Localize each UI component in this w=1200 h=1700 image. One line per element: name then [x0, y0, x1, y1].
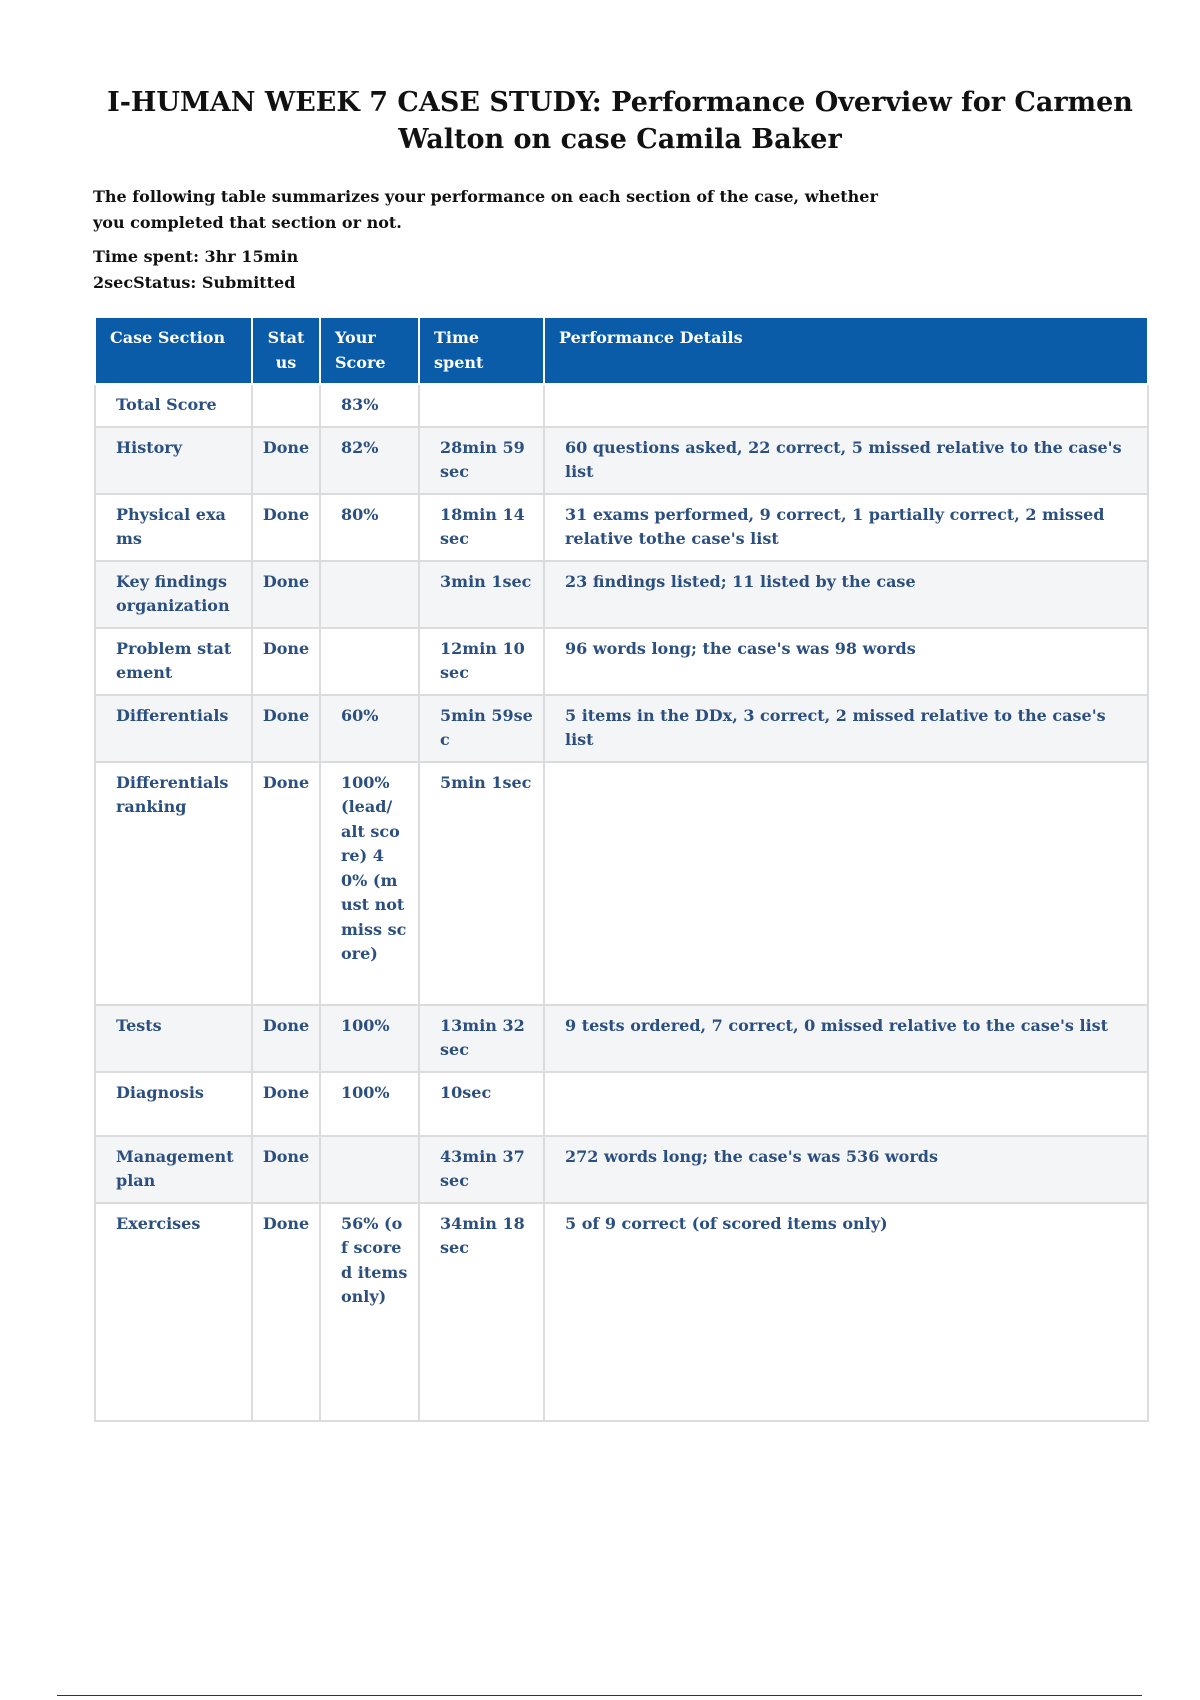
cell-status: Done	[252, 427, 320, 494]
header-time-spent: Time spent	[419, 317, 544, 384]
cell-section: Management plan	[95, 1136, 252, 1203]
cell-score: 100% (lead/ alt score) 40% (must not miss score)	[320, 762, 419, 1005]
cell-details: 5 items in the DDx, 3 correct, 2 missed relative to the case's list	[544, 695, 1148, 762]
time-spent-text: Time spent: 3hr 15min	[93, 247, 299, 266]
table-row	[95, 1136, 1148, 1203]
cell-status: Done	[252, 561, 320, 628]
cell-status: Done	[252, 494, 320, 561]
cell-details	[544, 762, 1148, 1005]
cell-time: 18min 14sec	[419, 494, 544, 561]
cell-section: Problem statement	[95, 628, 252, 695]
cell-section: Total Score	[95, 384, 252, 427]
cell-section: Tests	[95, 1005, 252, 1072]
cell-details	[544, 384, 1148, 427]
cell-details: 9 tests ordered, 7 correct, 0 missed relative to the case's list	[544, 1005, 1148, 1072]
cell-status: Done	[252, 695, 320, 762]
table-row	[95, 494, 1148, 561]
cell-time: 12min 10sec	[419, 628, 544, 695]
performance-table	[94, 316, 1149, 1422]
cell-status: Done	[252, 1005, 320, 1072]
cell-section: Exercises	[95, 1203, 252, 1421]
status-text: 2secStatus: Submitted	[93, 273, 296, 292]
header-performance-details: Performance Details	[544, 317, 1148, 384]
cell-status: Done	[252, 1203, 320, 1421]
cell-time: 28min 59sec	[419, 427, 544, 494]
cell-time	[419, 384, 544, 427]
table-row	[95, 1005, 1148, 1072]
cell-status: Done	[252, 1136, 320, 1203]
cell-section: Differentials	[95, 695, 252, 762]
table-row	[95, 762, 1148, 1005]
cell-details: 31 exams performed, 9 correct, 1 partially correct, 2 missed relative tothe case's list	[544, 494, 1148, 561]
cell-score: 56% (of scored items only)	[320, 1203, 419, 1421]
table-row	[95, 1203, 1148, 1421]
table-row	[95, 1072, 1148, 1136]
table-row	[95, 695, 1148, 762]
cell-score: 82%	[320, 427, 419, 494]
header-case-section: Case Section	[95, 317, 252, 384]
summary-meta	[93, 244, 298, 296]
cell-details: 60 questions asked, 22 correct, 5 missed relative to the case's list	[544, 427, 1148, 494]
cell-score: 100%	[320, 1072, 419, 1136]
footer-divider	[57, 1695, 1142, 1696]
cell-details: 23 findings listed; 11 listed by the case	[544, 561, 1148, 628]
cell-details: 5 of 9 correct (of scored items only)	[544, 1203, 1148, 1421]
cell-score: 60%	[320, 695, 419, 762]
table-row	[95, 628, 1148, 695]
cell-score: 80%	[320, 494, 419, 561]
cell-section: Differentials ranking	[95, 762, 252, 1005]
cell-score: 100%	[320, 1005, 419, 1072]
table-row	[95, 561, 1148, 628]
cell-status: Done	[252, 1072, 320, 1136]
cell-score	[320, 1136, 419, 1203]
cell-section: Key findings organization	[95, 561, 252, 628]
cell-section: Physical exams	[95, 494, 252, 561]
cell-time: 5min 1sec	[419, 762, 544, 1005]
intro-paragraph: The following table summarizes your performance on each section of the case, whether you completed that section or not.	[93, 187, 878, 232]
cell-status: Done	[252, 628, 320, 695]
cell-time: 10sec	[419, 1072, 544, 1136]
cell-status: Done	[252, 762, 320, 1005]
cell-section: History	[95, 427, 252, 494]
cell-details	[544, 1072, 1148, 1136]
table-row	[95, 384, 1148, 427]
header-status: Stat us	[252, 317, 320, 384]
cell-section: Diagnosis	[95, 1072, 252, 1136]
cell-status	[252, 384, 320, 427]
cell-details: 272 words long; the case's was 536 words	[544, 1136, 1148, 1203]
cell-details: 96 words long; the case's was 98 words	[544, 628, 1148, 695]
cell-score: 83%	[320, 384, 419, 427]
cell-time: 5min 59sec	[419, 695, 544, 762]
cell-time: 13min 32sec	[419, 1005, 544, 1072]
document-title: I-HUMAN WEEK 7 CASE STUDY: Performance Overview for Carmen Walton on case Camila Baker	[107, 87, 1133, 155]
cell-score	[320, 561, 419, 628]
cell-time: 34min 18sec	[419, 1203, 544, 1421]
cell-time: 3min 1sec	[419, 561, 544, 628]
cell-score	[320, 628, 419, 695]
header-your-score: Your Score	[320, 317, 419, 384]
table-header-row	[95, 317, 1148, 384]
cell-time: 43min 37sec	[419, 1136, 544, 1203]
table-row	[95, 427, 1148, 494]
